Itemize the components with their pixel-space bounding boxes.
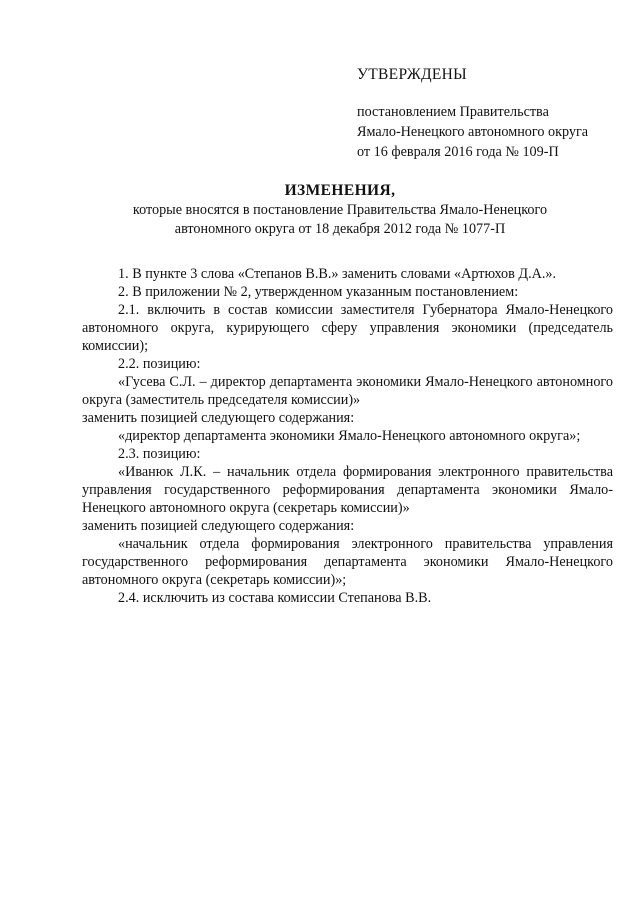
paragraph-2-3: 2.3. позицию: <box>118 446 201 462</box>
document-subtitle-line: автономного округа от 18 декабря 2012 года № 1077-П <box>174 221 506 237</box>
document-subtitle-line: которые вносятся в постановление Правительства Ямало-Ненецкого <box>132 202 548 218</box>
paragraph-2-4: 2.4. исключить из состава комиссии Степанова В.В. <box>118 590 432 606</box>
document-heading <box>60 181 620 239</box>
approval-line: постановлением Правительства <box>357 104 549 120</box>
paragraph-2: 2. В приложении № 2, утвержденном указанным постановлением: <box>118 284 519 300</box>
new-position-director: «директор департамента экономики Ямало-Ненецкого автономного округа»; <box>118 428 581 444</box>
paragraph-1: 1. В пункте 3 слова «Степанов В.В.» заменить словами «Артюхов Д.А.». <box>118 266 557 282</box>
approval-line: от 16 февраля 2016 года № 109-П <box>357 144 559 160</box>
old-position-gusev: «Гусева С.Л. – директор департамента экономики Ямало-Ненецкого автономного округа (заместитель председателя комиссии)» <box>82 374 613 408</box>
approval-line: Ямало-Ненецкого автономного округа <box>357 124 589 140</box>
approval-stamp-block <box>357 66 627 162</box>
paragraph-2-2: 2.2. позицию: <box>118 356 201 372</box>
paragraph-2-1: 2.1. включить в состав комиссии заместителя Губернатора Ямало-Ненецкого автономного округа, курирующего сферу управления экономики (председатель комиссии); <box>82 302 613 354</box>
replace-instruction: заменить позицией следующего содержания: <box>82 518 355 534</box>
document-title: ИЗМЕНЕНИЯ, <box>284 182 396 199</box>
new-position-secretary: «начальник отдела формирования электронного правительства управления государственного реформирования департамента экономики Ямало-Ненецкого автономного округа (секретарь комиссии)»; <box>82 536 613 588</box>
old-position-ivanyuk: «Иванюк Л.К. – начальник отдела формирования электронного правительства управления государственного реформирования департамента экономики Ямало-Ненецкого автономного округа (секретарь комиссии)» <box>82 464 613 516</box>
approval-heading: УТВЕРЖДЕНЫ <box>357 66 467 83</box>
replace-instruction: заменить позицией следующего содержания: <box>82 410 355 426</box>
document-body <box>82 265 613 607</box>
